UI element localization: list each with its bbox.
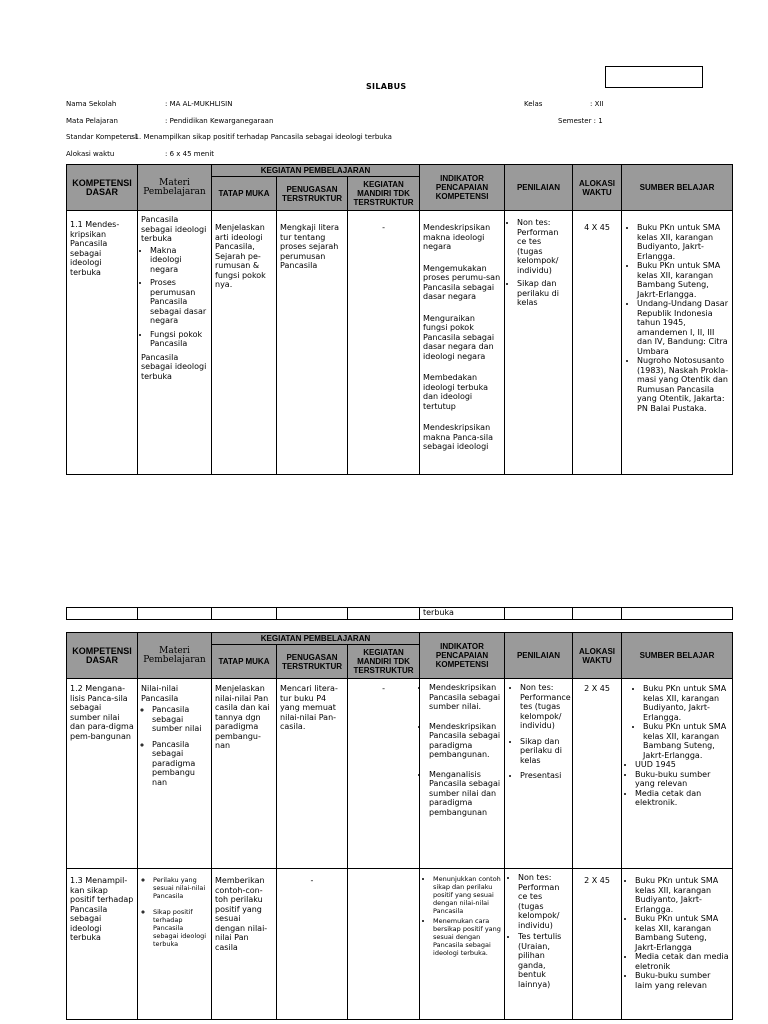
kd-text: 1.3 Menampil-kan sikap positif terhadap Pancasila sebagai ideologi terbuka [70, 876, 134, 942]
col-alokasi-header: ALOKASI WAKTU [573, 633, 622, 679]
tatap-cell [212, 211, 277, 475]
sumber-cell [622, 869, 733, 1020]
materi-intro: Pancasila sebagai ideologi terbuka [141, 215, 207, 243]
tatap-text: Menjelaskan arti ideologi Pancasila, Sejarah pe-rumusan & fungsi pokok nya. [215, 223, 266, 289]
nama-sekolah-label: Nama Sekolah [66, 100, 117, 108]
kelas-label: Kelas [524, 100, 543, 108]
mandiri-text: - [382, 223, 385, 232]
list-item: • Buku PKn untuk SMA kelas XII, karangan Budiyanto, Jakrt-Erlangga. [635, 876, 729, 914]
code-box [605, 66, 703, 88]
silabus-table-1 [66, 164, 733, 475]
col-tatap-header: TATAP MUKA [212, 645, 277, 679]
indikator-cell [420, 869, 505, 1020]
penilaian-cell [505, 211, 573, 475]
col-sumber-header: SUMBER BELAJAR [622, 165, 733, 211]
list-item: • Buku PKn untuk SMA kelas XII, karangan Budiyanto, Jakrt-Erlangga. [637, 223, 729, 261]
list-item: • Buku PKn untuk SMA kelas XII, karangan Bambang Suteng, Jakrt-Erlangga. [637, 261, 729, 299]
list-item: • Menganalisis Pancasila sebagai sumber nilai dan paradigma pembangunan [429, 770, 501, 818]
tatap-text: Menjelaskan nilai-nilai Pan casila dan kai tannya dgn paradigma pembangu-nan [215, 684, 270, 750]
indikator-item: Mendeskripsikan makna ideologi negara [423, 223, 491, 251]
list-item: • Sikap dan perilaku di kelas [517, 279, 569, 308]
mapel-label: Mata Pelajaran [66, 117, 118, 125]
list-item: • Buku-buku sumber laim yang relevan [635, 971, 729, 990]
list-item: • Undang-Undang Dasar Republik Indonesia tahun 1945, amandemen I, II, III dan IV, Bandung: Citra Umbara [637, 299, 729, 356]
sumber-cell [622, 679, 733, 869]
kd-cell [67, 679, 138, 869]
nama-sekolah-value: : MA AL-MUKHLISIN [165, 100, 233, 108]
silabus-table-2 [66, 632, 733, 1020]
materi-cell [138, 869, 212, 1020]
list-item: ◦ Pancasila sebagai sumber nilai [152, 705, 208, 734]
col-kompetensi-header: KOMPETENSI DASAR [67, 633, 138, 679]
alokasi-cell [573, 679, 622, 869]
col-penilaian-header: PENILAIAN [505, 633, 573, 679]
list-item: • Non tes: Performan ce tes (tugas kelompok/ individu) [518, 873, 569, 930]
materi-intro: Nilai-nilai Pancasila [141, 684, 179, 703]
alokasi-label: Alokasi waktu [66, 150, 115, 158]
penilaian-cell [505, 679, 573, 869]
list-item: ◦ Sikap positif terhadap Pancasila sebagai ideologi terbuka [153, 908, 208, 948]
standar-kompetensi-value: : 1. Menampilkan sikap positif terhadap Pancasila sebagai ideologi terbuka [130, 133, 392, 141]
list-item: • Buku PKn untuk SMA kelas XII, karangan Budiyanto, Jakrt-Erlangga. [643, 684, 729, 722]
alokasi-text: 2 X 45 [584, 876, 610, 885]
col-materi-header: Materi Pembelajaran [138, 633, 212, 679]
list-item: • Nugroho Notosusanto (1983), Naskah Prokla-masi yang Otentik dan Rumusan Pancasila yang Otentik, Jakarta: PN Balai Pustaka. [637, 356, 729, 413]
list-item: • Buku-buku sumber yang relevan [635, 770, 729, 789]
mandiri-cell [348, 869, 420, 1020]
col-kompetensi-header: KOMPETENSI DASAR [67, 165, 138, 211]
col-indikator-header: INDIKATOR PENCAPAIAN KOMPETENSI [420, 165, 505, 211]
list-item: • Buku PKn untuk SMA kelas XII, karangan Bambang Suteng, Jakrt-Erlangga [635, 914, 729, 952]
page-title: SILABUS [366, 82, 407, 91]
indikator-item: Mendeskripsikan makna Panca-sila sebagai ideologi [423, 423, 493, 451]
col-mandiri-header: KEGIATAN MANDIRI TDK TERSTRUKTUR [348, 645, 420, 679]
indikator-item: Menguraikan fungsi pokok Pancasila sebagai dasar negara dan ideologi negara [423, 313, 495, 361]
list-item: • Buku PKn untuk SMA kelas XII, karangan Bambang Suteng, Jakrt-Erlangga. [643, 722, 729, 760]
penugasan-cell [277, 211, 348, 475]
list-item: • Mendeskripsikan Pancasila sebagai paradigma pembangunan. [429, 722, 501, 760]
tatap-text: Memberikan contoh-con-toh perilaku positif yang sesuai dengan nilai-nilai Pan casila [215, 876, 268, 952]
kd-text: 1.1 Mendes-kripsikan Pancasila sebagai ideologi terbuka [70, 220, 120, 277]
indikator-item: Membedakan ideologi terbuka dan ideologi tertutup [423, 373, 488, 411]
col-kegiatan-header: KEGIATAN PEMBELAJARAN [212, 165, 420, 177]
col-penugasan-header: PENUGASAN TERSTRUKTUR [277, 177, 348, 211]
list-item: • Media cetak dan media eletronik [635, 952, 729, 971]
list-item: • Presentasi [520, 771, 569, 781]
col-penugasan-header: PENUGASAN TERSTRUKTUR [277, 645, 348, 679]
indikator-cell [420, 211, 505, 475]
list-item: • Proses perumusan Pancasila sebagai dasar negara [150, 278, 208, 326]
kd-cell [67, 869, 138, 1020]
list-item: • Menemukan cara bersikap positif yang sesuai dengan Pancasila sebagai ideologi terbuka. [433, 917, 501, 957]
penugasan-cell [277, 869, 348, 1020]
continuation-text: terbuka [420, 608, 505, 620]
col-sumber-header: SUMBER BELAJAR [622, 633, 733, 679]
kd-cell [67, 211, 138, 475]
col-alokasi-header: ALOKASI WAKTU [573, 165, 622, 211]
alokasi-text: 4 X 45 [584, 223, 610, 232]
col-materi-header: Materi Pembelajaran [138, 165, 212, 211]
alokasi-value: : 6 x 45 menit [165, 150, 215, 158]
col-tatap-header: TATAP MUKA [212, 177, 277, 211]
penugasan-cell [277, 679, 348, 869]
list-item: • Fungsi pokok Pancasila [150, 330, 208, 349]
col-penilaian-header: PENILAIAN [505, 165, 573, 211]
materi-cell [138, 211, 212, 475]
penugasan-text: Mencari litera-tur buku P4 yang memuat nilai-nilai Pan-casila. [280, 684, 338, 731]
kd-text: 1.2 Mengana-lisis Panca-sila sebagai sumber nilai dan para-digma pem-bangunan [70, 684, 134, 741]
mandiri-text: - [382, 684, 385, 693]
kelas-value: : XII [590, 100, 604, 108]
list-item: • UUD 1945 [635, 760, 729, 770]
sumber-cell [622, 211, 733, 475]
semester-text: Semester : 1 [558, 117, 603, 125]
list-item: ◦ Pancasila sebagai paradigma pembangu nan [152, 740, 208, 788]
list-item: • Media cetak dan elektronik. [635, 789, 729, 808]
alokasi-cell [573, 211, 622, 475]
list-item: • Non tes: Performan ce tes (tugas kelompok/ individu) [517, 218, 569, 275]
table-row [67, 679, 733, 869]
list-item: • Sikap dan perilaku di kelas [520, 737, 569, 766]
standar-kompetensi-label: Standar Kompetensi [66, 133, 137, 141]
col-mandiri-header: KEGIATAN MANDIRI TDK TERSTRUKTUR [348, 177, 420, 211]
materi-cell [138, 679, 212, 869]
list-item: • Mendeskripsikan Pancasila sebagai sumber nilai. [429, 683, 501, 712]
list-item: • Non tes: Performance tes (tugas kelompok/ individu) [520, 683, 569, 731]
continuation-table [66, 607, 733, 620]
materi-outro: Pancasila sebagai ideologi terbuka [141, 352, 207, 381]
mandiri-cell [348, 211, 420, 475]
tatap-cell [212, 679, 277, 869]
mandiri-cell [348, 679, 420, 869]
table-row [67, 211, 733, 475]
list-item: • Tes tertulis (Uraian, pilihan ganda, bentuk lainnya) [518, 932, 569, 989]
col-indikator-header: INDIKATOR PENCAPAIAN KOMPETENSI [420, 633, 505, 679]
alokasi-text: 2 X 45 [584, 684, 610, 693]
indikator-item: Mengemukakan proses perumu-san Pancasila sebagai dasar negara [423, 263, 501, 301]
list-item: • Menunjukkan contoh sikap dan perilaku positif yang sesuai dengan nilai-nilai Pancasila [433, 875, 501, 915]
penugasan-text: Mengkaji litera tur tentang proses sejarah perumusan Pancasila [280, 223, 340, 270]
col-kegiatan-header: KEGIATAN PEMBELAJARAN [212, 633, 420, 645]
list-item: ◦ Perilaku yang sesuai nilai-nilai Pancasila [153, 876, 208, 900]
tatap-cell [212, 869, 277, 1020]
mapel-value: : Pendidikan Kewarganegaraan [165, 117, 274, 125]
penugasan-text: - [310, 876, 314, 885]
alokasi-cell [573, 869, 622, 1020]
indikator-cell [420, 679, 505, 869]
table-row [67, 869, 733, 1020]
list-item: • Makna ideologi negara [150, 246, 208, 275]
penilaian-cell [505, 869, 573, 1020]
